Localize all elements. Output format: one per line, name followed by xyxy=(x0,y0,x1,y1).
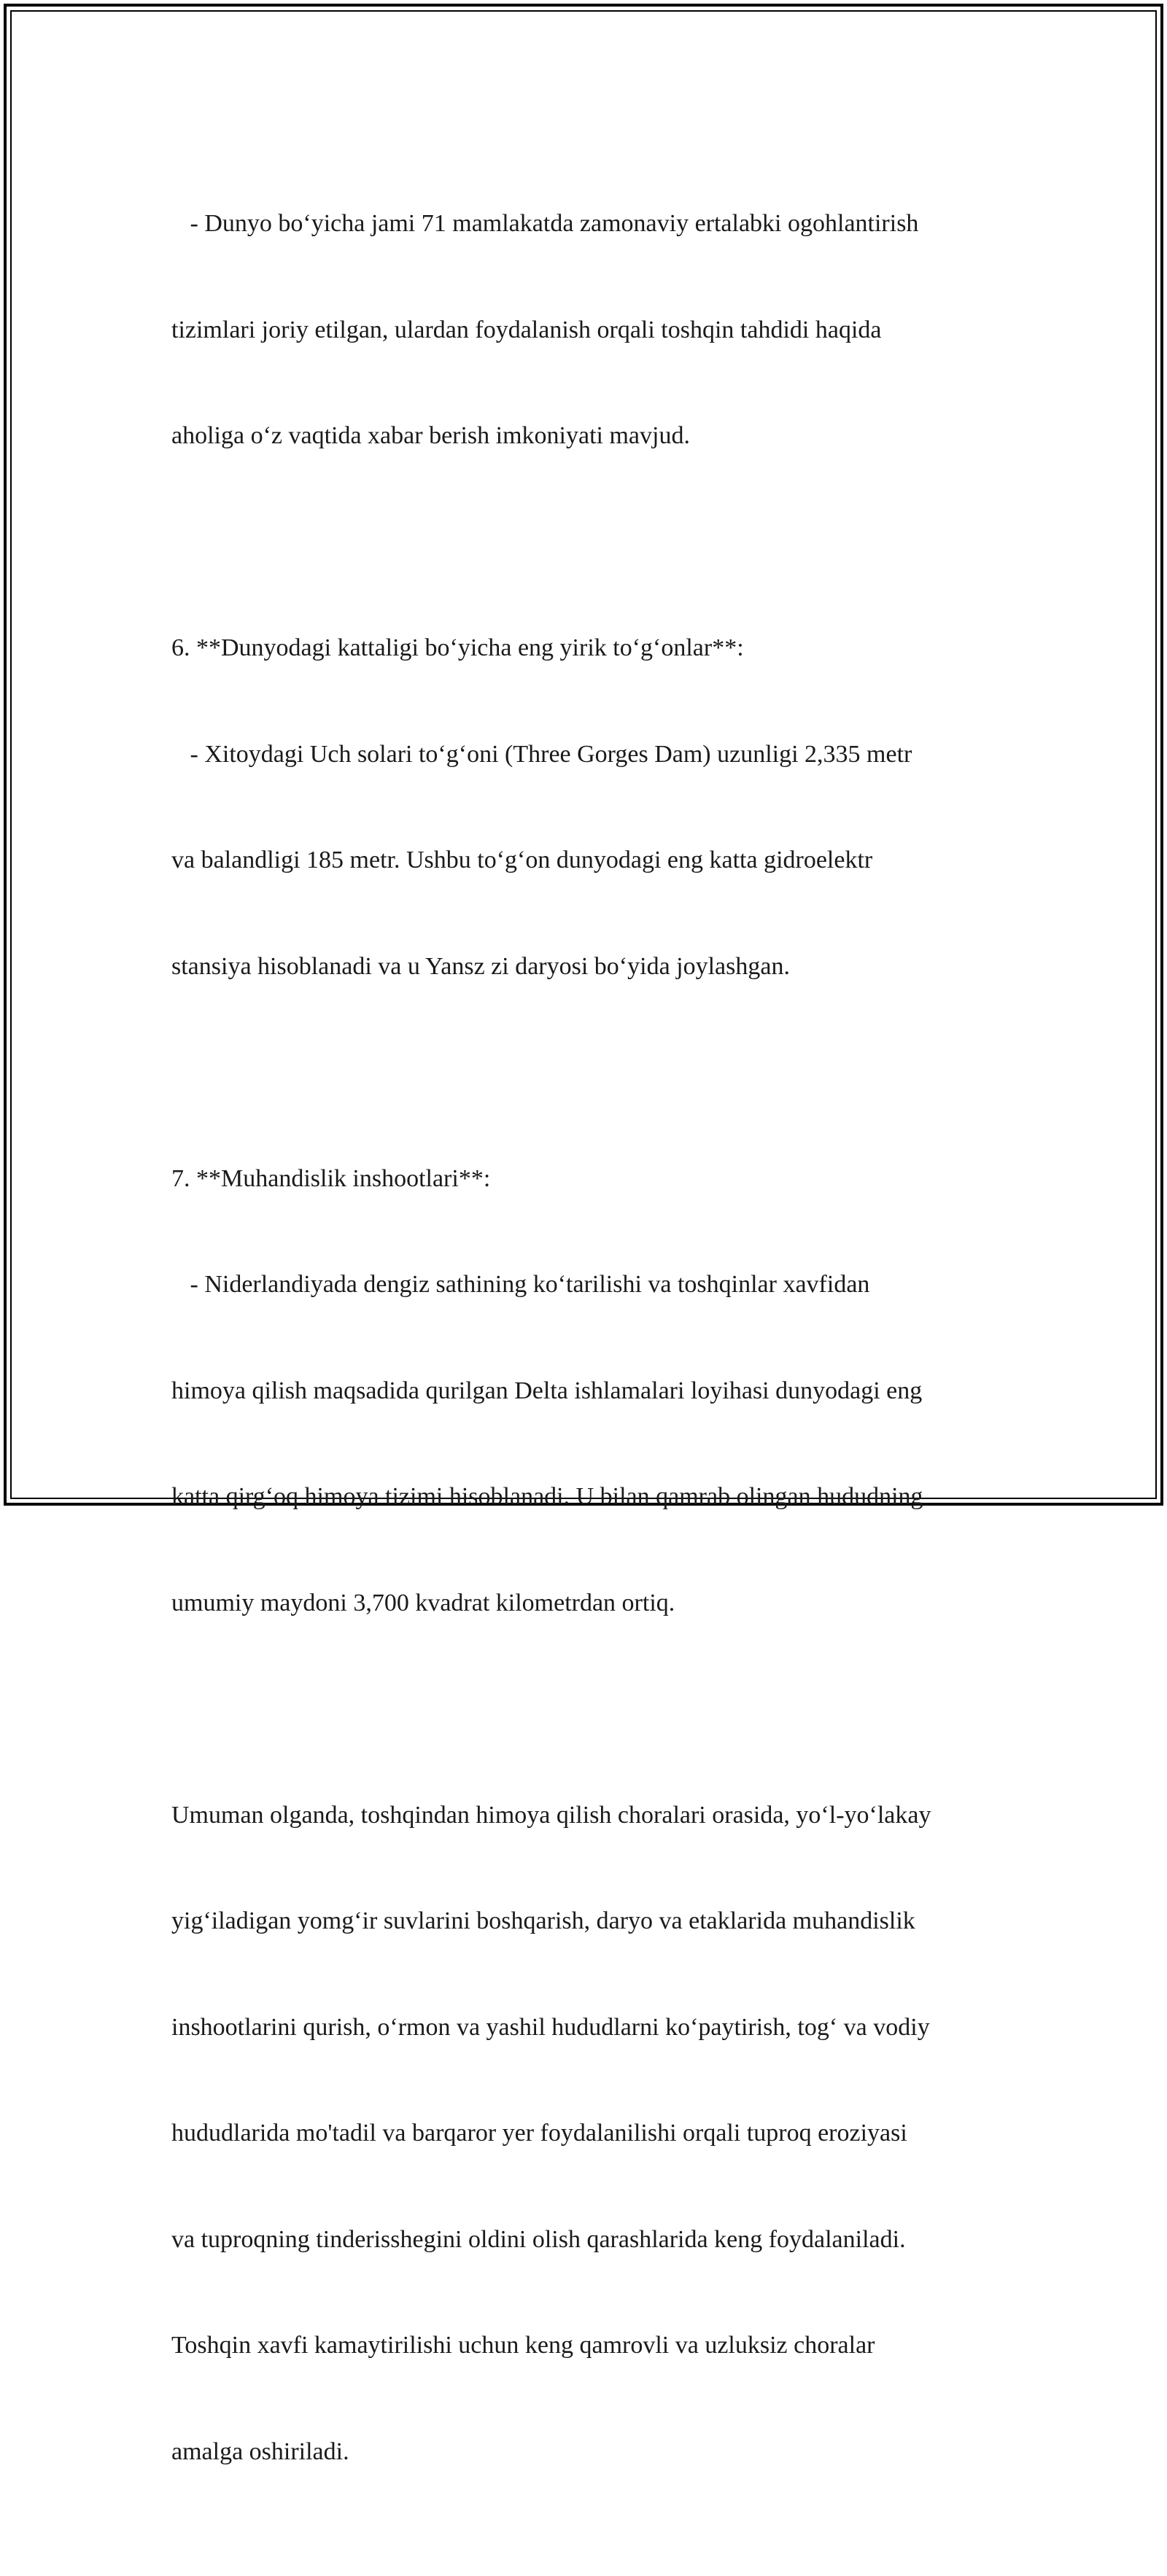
text-line: umumiy maydoni 3,700 kvadrat kilometrdan ortiq. xyxy=(171,1589,675,1616)
paragraph-engineering-structures xyxy=(171,1091,996,1692)
list-item-heading: 6. **Dunyodagi kattaligi bo‘yicha eng yirik to‘g‘onlar**: xyxy=(171,634,744,661)
text-line: - Dunyo bo‘yicha jami 71 mamlakatda zamonaviy ertalabki ogohlantirish xyxy=(171,210,919,237)
text-line: Toshqin xavfi kamaytirilishi uchun keng qamrovli va uzluksiz choralar xyxy=(171,2332,875,2359)
list-item-heading: 7. **Muhandislik inshootlari**: xyxy=(171,1164,491,1192)
text-line: yig‘iladigan yomg‘ir suvlarini boshqarish, daryo va etaklarida muhandislik xyxy=(171,1907,915,1934)
text-line: inshootlarini qurish, o‘rmon va yashil hududlarni ko‘paytirish, tog‘ va vodiy xyxy=(171,2013,930,2041)
paragraph-conclusion xyxy=(171,1727,996,2541)
text-line: va tuproqning tinderisshegini oldini olish qarashlarida keng foydalaniladi. xyxy=(171,2225,906,2253)
text-line: aholiga o‘z vaqtida xabar berish imkoniyati mavjud. xyxy=(171,422,690,449)
text-line: himoya qilish maqsadida qurilgan Delta ishlamalari loyihasi dunyodagi eng xyxy=(171,1377,923,1404)
text-line: - Niderlandiyada dengiz sathining ko‘tarilishi va toshqinlar xavfidan xyxy=(171,1271,870,1298)
paragraph-largest-dams xyxy=(171,560,996,1055)
text-line: Umuman olganda, toshqindan himoya qilish choralari orasida, yo‘l-yo‘lakay xyxy=(171,1801,931,1829)
text-line: va balandligi 185 metr. Ushbu to‘g‘on dunyodagi eng katta gidroelektr xyxy=(171,847,873,873)
text-line: hududlarida mo'tadil va barqaror yer foydalanilishi orqali tuproq eroziyasi xyxy=(171,2120,907,2147)
paragraph-early-warning xyxy=(171,136,996,525)
text-line: amalga oshiriladi. xyxy=(171,2437,349,2465)
text-line: katta qirg‘oq himoya tizimi hisoblanadi. U bilan qamrab olingan hududning xyxy=(171,1483,923,1510)
text-line: stansiya hisoblanadi va u Yansz zi daryosi bo‘yida joylashgan. xyxy=(171,952,790,980)
text-line: tizimlari joriy etilgan, ulardan foydalanish orqali toshqin tahdidi haqida xyxy=(171,316,882,343)
document-body xyxy=(171,136,996,2576)
text-line: - Xitoydagi Uch solari to‘g‘oni (Three Gorges Dam) uzunligi 2,335 metr xyxy=(171,740,912,768)
